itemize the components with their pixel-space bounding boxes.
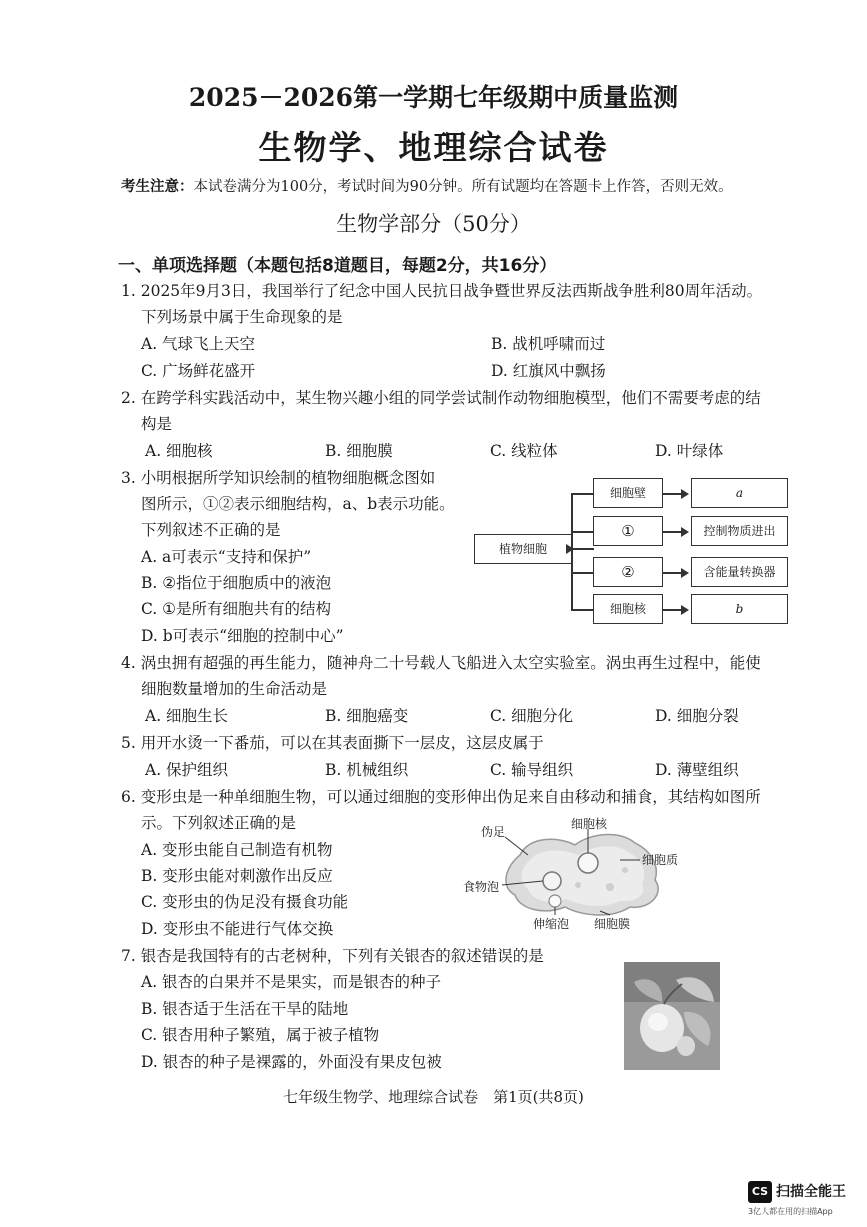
q6-option-d: D. 变形虫不能进行气体交换 [141, 920, 334, 938]
label-contractile-vacuole: 伸缩泡 [533, 917, 570, 931]
connector-line [571, 493, 573, 610]
exam-notice [121, 175, 733, 196]
function-box: 含能量转换器 [691, 557, 788, 587]
scanner-watermark [748, 1177, 860, 1221]
watermark-app-name: 扫描全能王 [776, 1184, 846, 1200]
q4-option-b: B. 细胞癌变 [325, 707, 409, 725]
q2-stem-line1: 2. 在跨学科实践活动中，某生物兴趣小组的同学尝试制作动物细胞模型，他们不需要考虑的结 [121, 389, 761, 407]
connector-line [571, 572, 593, 574]
q7-option-c: C. 银杏用种子繁殖，属于被子植物 [141, 1026, 380, 1044]
part-heading: 一、单项选择题（本题包括8道题目，每题2分，共16分） [118, 256, 557, 276]
label-cell-membrane: 细胞膜 [594, 917, 631, 931]
q5-option-c: C. 输导组织 [490, 761, 574, 779]
structure-box: ② [593, 557, 663, 587]
connector-line [663, 493, 683, 495]
q3-option-a: A. a可表示“支持和保护” [141, 548, 312, 566]
exam-title: 2025－2026第一学期七年级期中质量监测 [188, 83, 679, 112]
q1-option-b: B. 战机呼啸而过 [491, 335, 606, 353]
q2-option-c: C. 线粒体 [490, 442, 558, 460]
q4-stem-line2: 细胞数量增加的生命活动是 [141, 680, 328, 698]
arrow-icon [681, 605, 689, 615]
q4-option-c: C. 细胞分化 [490, 707, 574, 725]
q3-option-c: C. ①是所有细胞共有的结构 [141, 600, 332, 618]
q6-stem-line1: 6. 变形虫是一种单细胞生物，可以通过细胞的变形伸出伪足来自由移动和捕食，其结构如图所 [121, 788, 761, 806]
connector-line [571, 609, 593, 611]
q3-stem-line2: 图所示，①②表示细胞结构，a、b表示功能。 [141, 495, 455, 513]
camscanner-logo-icon: CS [748, 1181, 772, 1203]
connector-line [663, 572, 683, 574]
q2-option-b: B. 细胞膜 [325, 442, 393, 460]
watermark-slogan: 3亿人都在用的扫描App [748, 1207, 833, 1216]
q2-stem-line2: 构是 [141, 415, 173, 433]
q5-option-a: A. 保护组织 [145, 761, 229, 779]
q3-stem-line3: 下列叙述不正确的是 [141, 521, 281, 539]
connector-line [571, 531, 593, 533]
label-nucleus: 细胞核 [571, 817, 608, 831]
q5-option-d: D. 薄壁组织 [655, 761, 739, 779]
q4-option-d: D. 细胞分裂 [655, 707, 739, 725]
q1-option-a: A. 气球飞上天空 [141, 335, 256, 353]
section-title: 生物学部分（50分） [336, 212, 531, 236]
arrow-icon [681, 527, 689, 537]
paper-title: 生物学、地理综合试卷 [258, 128, 609, 167]
q1-stem-line1: 1. 2025年9月3日，我国举行了纪念中国人民抗日战争暨世界反法西斯战争胜利80周年活动。 [121, 282, 763, 300]
ginkgo-photo [624, 962, 720, 1070]
q7-stem: 7. 银杏是我国特有的古老树种，下列有关银杏的叙述错误的是 [121, 947, 544, 965]
function-box: b [691, 594, 788, 624]
function-box: 控制物质进出 [691, 516, 788, 546]
label-food-vacuole: 食物泡 [463, 880, 500, 894]
q7-option-a: A. 银杏的白果并不是果实，而是银杏的种子 [141, 973, 442, 991]
q1-option-c: C. 广场鲜花盛开 [141, 362, 256, 380]
q3-option-d: D. b可表示“细胞的控制中心” [141, 627, 344, 645]
function-box: a [691, 478, 788, 508]
concept-root: 植物细胞 [474, 534, 572, 564]
q6-option-a: A. 变形虫能自己制造有机物 [141, 841, 333, 859]
label-cytoplasm: 细胞质 [642, 853, 679, 867]
q4-option-a: A. 细胞生长 [145, 707, 229, 725]
structure-box: ① [593, 516, 663, 546]
q2-option-d: D. 叶绿体 [655, 442, 724, 460]
q2-option-a: A. 细胞核 [145, 442, 213, 460]
q1-stem-line2: 下列场景中属于生命现象的是 [141, 308, 343, 326]
connector-line [663, 531, 683, 533]
q3-stem-line1: 3. 小明根据所学知识绘制的植物细胞概念图如 [121, 469, 436, 487]
connector-line [663, 609, 683, 611]
arrow-icon [566, 544, 574, 554]
q7-option-b: B. 银杏适于生活在干旱的陆地 [141, 1000, 349, 1018]
q5-option-b: B. 机械组织 [325, 761, 409, 779]
q7-option-d: D. 银杏的种子是裸露的，外面没有果皮包被 [141, 1053, 442, 1071]
q1-option-d: D. 红旗风中飘扬 [491, 362, 606, 380]
label-pseudopod: 伪足 [481, 825, 506, 839]
q3-option-b: B. ②指位于细胞质中的液泡 [141, 574, 332, 592]
q4-stem-line1: 4. 涡虫拥有超强的再生能力，随神舟二十号载人飞船进入太空实验室。涡虫再生过程中，能使 [121, 654, 761, 672]
notice-label: 考生注意： [121, 179, 194, 195]
q6-option-b: B. 变形虫能对刺激作出反应 [141, 867, 333, 885]
q6-stem-line2: 示。下列叙述正确的是 [141, 814, 297, 832]
notice-text: 本试卷满分为100分，考试时间为90分钟。所有试题均在答题卡上作答，否则无效。 [193, 179, 733, 195]
arrow-icon [681, 568, 689, 578]
structure-box: 细胞壁 [593, 478, 663, 508]
arrow-icon [681, 489, 689, 499]
page-footer: 七年级生物学、地理综合试卷 第1页(共8页) [283, 1088, 584, 1106]
q5-stem: 5. 用开水烫一下番茄，可以在其表面撕下一层皮，这层皮属于 [121, 734, 544, 752]
q6-option-c: C. 变形虫的伪足没有摄食功能 [141, 893, 349, 911]
connector-line [572, 548, 594, 550]
structure-box: 细胞核 [593, 594, 663, 624]
connector-line [571, 493, 593, 495]
